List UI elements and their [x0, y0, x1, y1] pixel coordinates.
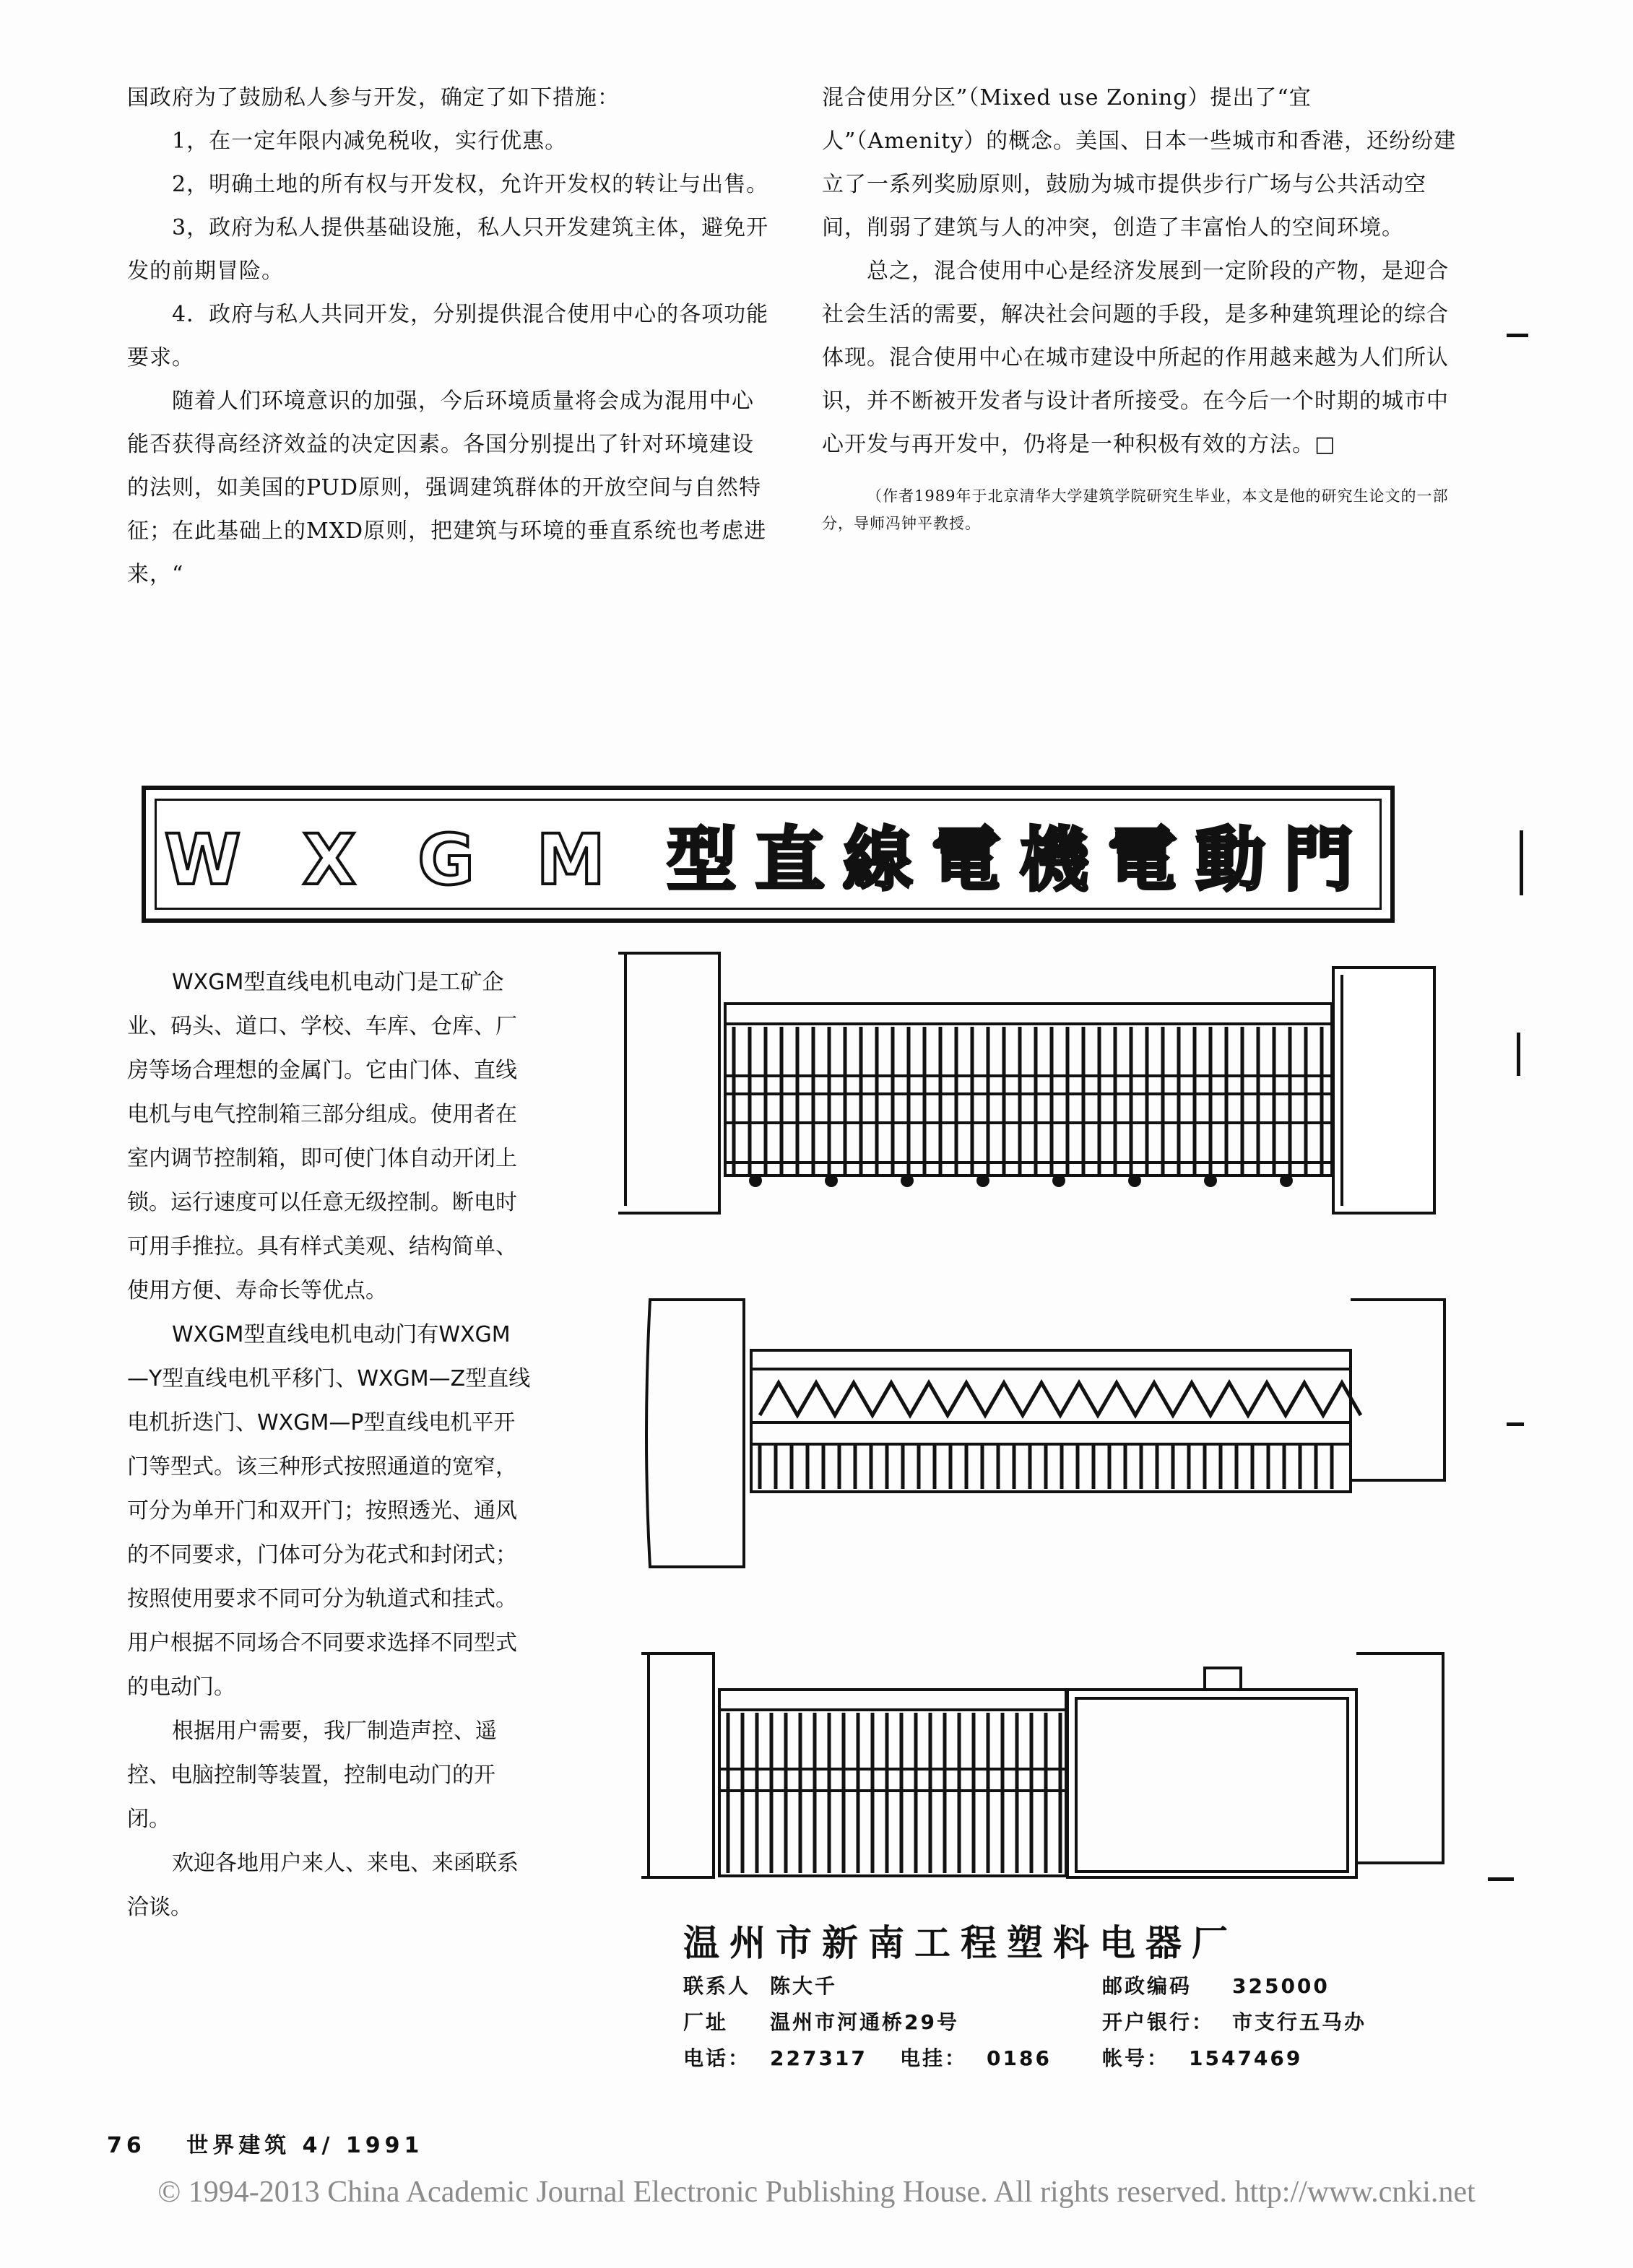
margin-mark: [1488, 1877, 1514, 1881]
ad-title: W X G M 型直線電機電動門: [164, 819, 1372, 900]
ad-paragraph: WXGM型直线电机电动门有WXGM—Y型直线电机平移门、WXGM—Z型直线电机折迭门、WXGM—P型直线电机平开门等型式。该三种形式按照通道的宽窄，可分为单开门和双开门；按照透光、通风的不同要求，门体可分为花式和封闭式；按照使用要求不同可分为轨道式和挂式。用户根据不同场合不同要求选择不同型式的电动门。: [127, 1322, 531, 1700]
ad-paragraph: 根据用户需要，我厂制造声控、遥控、电脑控制等装置，控制电动门的开闭。: [127, 1719, 497, 1832]
swing-gate-illustration: [634, 1646, 1465, 1906]
sliding-gate-illustration: [611, 946, 1463, 1235]
gate-wheel: [825, 1174, 838, 1187]
phone-label: 电话：: [683, 2046, 751, 2070]
ad-paragraph: 欢迎各地用户来人、来电、来函联系洽谈。: [127, 1851, 519, 1920]
article-right-column: [822, 77, 1457, 537]
gate-wheel: [1204, 1174, 1217, 1187]
address-label: 厂址: [683, 2010, 729, 2034]
company-info: [683, 1918, 1478, 2077]
margin-mark: [1517, 1033, 1520, 1076]
gate-wheel: [1052, 1174, 1065, 1187]
paragraph: 2，明确土地的所有权与开发权，允许开发权的转让与出售。: [172, 172, 769, 197]
ad-title-banner: [142, 786, 1395, 923]
margin-mark: [1507, 334, 1528, 337]
page-footer: [107, 2127, 423, 2159]
contact-row: [683, 1968, 1478, 2004]
page-number: 76: [107, 2133, 146, 2158]
telegram: 0186: [987, 2046, 1052, 2070]
paragraph: 随着人们环境意识的加强，今后环境质量将会成为混用中心能否获得高经济效益的决定因素。各国分别提出了针对环境建设的法则，如美国的PUD原则，强调建筑群体的开放空间与自然特征；在此基础上的MXD原则，把建筑与环境的垂直系统也考虑进来，“: [127, 388, 767, 587]
postcode-label: 邮政编码: [1102, 1974, 1192, 1998]
paragraph: 3，政府为私人提供基础设施，私人只开发建筑主体，避免开发的前期冒险。: [127, 215, 769, 284]
paragraph: 总之，混合使用中心是经济发展到一定阶段的产物，是迎合社会生活的需要，解决社会问题的手段，是多种建筑理论的综合体现。混合使用中心在城市建设中所起的作用越来越为人们所认识，并不断被开发者与设计者所接受。在今后一个时期的城市中心开发与再开发中，仍将是一种积极有效的方法。□: [822, 258, 1449, 457]
contact-person: 陈大千: [770, 1974, 838, 1998]
gate-wheel: [749, 1174, 762, 1187]
account: 1547469: [1189, 2046, 1303, 2070]
bank: 市支行五马办: [1232, 2010, 1367, 2034]
contact-label: 联系人: [683, 1974, 751, 1998]
paragraph: 4．政府与私人共同开发，分别提供混合使用中心的各项功能要求。: [127, 302, 769, 370]
phone: 227317: [770, 2046, 867, 2070]
article-left-column: [127, 77, 770, 596]
ad-paragraph: WXGM型直线电机电动门是工矿企业、码头、道口、学校、车库、仓库、厂房等场合理想的金属门。它由门体、直线电机与电气控制箱三部分组成。使用者在室内调节控制箱，即可使门体自动开闭上锁。运行速度可以任意无级控制。断电时可用手推拉。具有样式美观、结构简单、使用方便、寿命长等优点。: [127, 970, 517, 1303]
folding-gate-illustration: [636, 1292, 1466, 1596]
ad-description: [127, 960, 532, 1929]
postcode: 325000: [1232, 1974, 1330, 1998]
gate-wheel: [1280, 1174, 1293, 1187]
journal-issue: 世界建筑 4/ 1991: [186, 2133, 424, 2158]
phone-row: [683, 2041, 1478, 2077]
address: 温州市河通桥29号: [770, 2010, 959, 2034]
paragraph: 1，在一定年限内减免税收，实行优惠。: [172, 129, 568, 154]
company-name: 温州市新南工程塑料电器厂: [683, 1922, 1238, 1964]
account-label: 帐号：: [1102, 2046, 1170, 2070]
gate-wheel: [901, 1174, 914, 1187]
gate-wheel: [976, 1174, 989, 1187]
copyright-notice: © 1994-2013 China Academic Journal Electronic Publishing House. All rights reserved. http://www.cnki.net: [157, 2176, 1476, 2209]
gate-wheel: [1128, 1174, 1141, 1187]
margin-mark: [1520, 830, 1523, 895]
author-note: （作者1989年于北京清华大学建筑学院研究生毕业，本文是他的研究生论文的一部分，导师冯钟平教授。: [822, 487, 1449, 532]
paragraph: 国政府为了鼓励私人参与开发，确定了如下措施：: [127, 85, 620, 110]
bank-label: 开户银行：: [1102, 2010, 1215, 2034]
margin-mark: [1507, 1422, 1524, 1426]
paragraph: 混合使用分区”（Mixed use Zoning）提出了“宜人”（Amenity）的概念。美国、日本一些城市和香港，还纷纷建立了一系列奖励原则，鼓励为城市提供步行广场与公共活动空间，削弱了建筑与人的冲突，创造了丰富怡人的空间环境。: [822, 85, 1457, 240]
address-row: [683, 2004, 1478, 2041]
telegram-label: 电挂：: [900, 2046, 968, 2070]
